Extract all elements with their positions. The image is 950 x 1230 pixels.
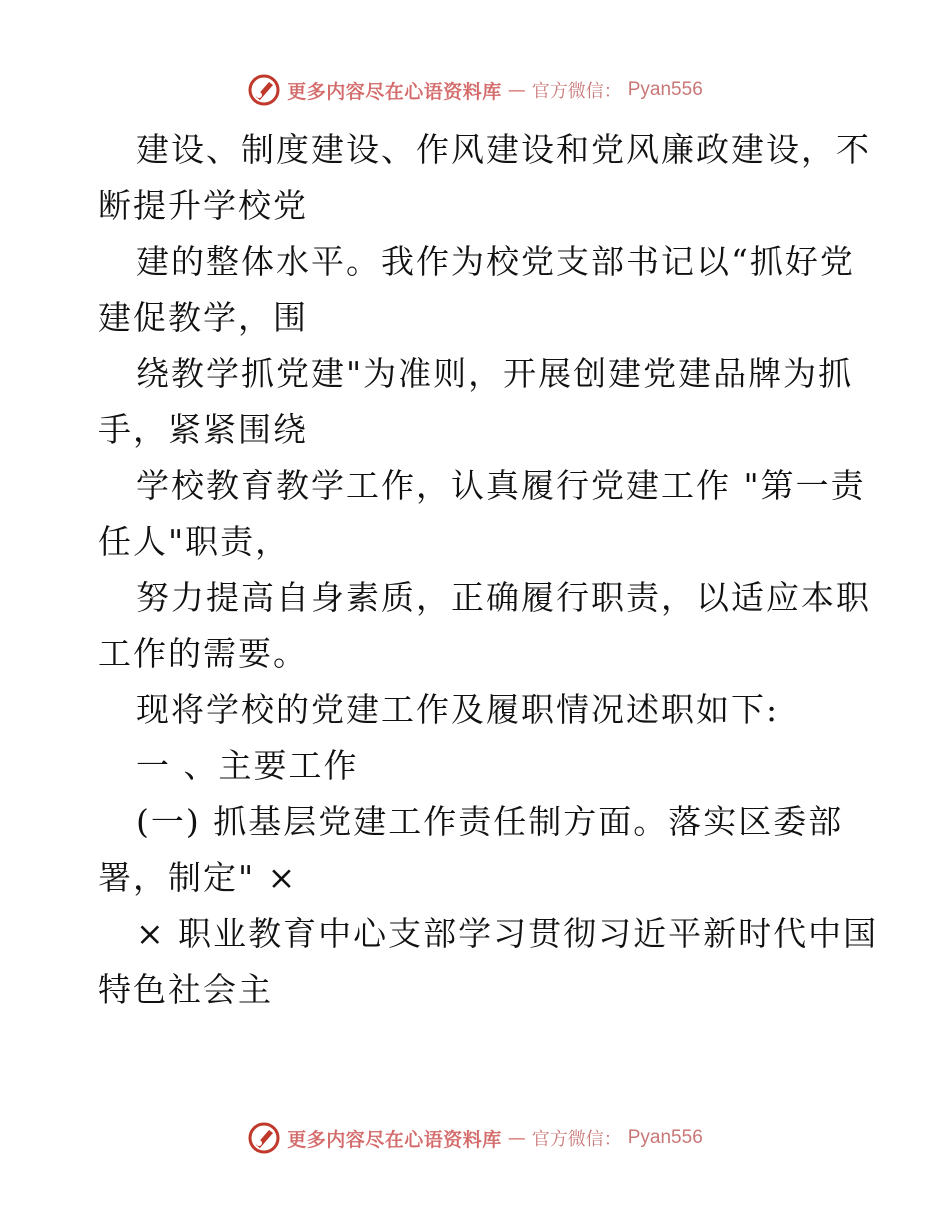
section-heading: 一 、主要工作 [136,746,359,785]
footer-banner-separator: — [507,1127,526,1149]
body-line-1: 建设、制度建设、作风建设和党风廉政建设，不 [136,130,871,169]
body-line-4: 建促教学，围 [98,298,308,337]
logo-icon [247,73,281,107]
body-line-10: 工作的需要。 [98,634,308,673]
document-body [98,122,879,1018]
body-line-7: 学校教育教学工作，认真履行党建工作 "第一责 [136,466,866,505]
footer-banner-title: 更多内容尽在心语资料库 [287,1128,502,1151]
body-line-9: 努力提高自身素质，正确履行职责，以适应本职 [136,578,871,617]
body-line-8: 任人"职责， [98,522,291,561]
body-line-13: (一) 抓基层党建工作责任制方面。落实区委部 [136,802,844,841]
body-line-6: 手，紧紧围绕 [98,410,308,449]
footer-banner [0,1118,950,1158]
body-line-2: 断提升学校党 [98,186,308,225]
header-banner-subtitle: 官方微信： [531,81,622,102]
header-banner-handle: Pyan556 [627,79,703,100]
header-banner [0,70,950,110]
footer-banner-subtitle: 官方微信： [531,1129,622,1150]
body-line-15: × 职业教育中心支部学习贯彻习近平新时代中国 [136,914,879,953]
body-line-3: 建的整体水平。我作为校党支部书记以“抓好党 [136,242,855,281]
header-banner-title: 更多内容尽在心语资料库 [287,80,502,103]
body-line-14: 署，制定" × [98,858,298,897]
body-line-11: 现将学校的党建工作及履职情况述职如下: [136,690,780,729]
body-line-16: 特色社会主 [98,970,273,1009]
logo-icon [247,1121,281,1155]
header-banner-separator: — [507,79,526,101]
footer-banner-handle: Pyan556 [627,1127,703,1148]
body-line-5: 绕教学抓党建"为准则，开展创建党建品牌为抓 [136,354,854,393]
